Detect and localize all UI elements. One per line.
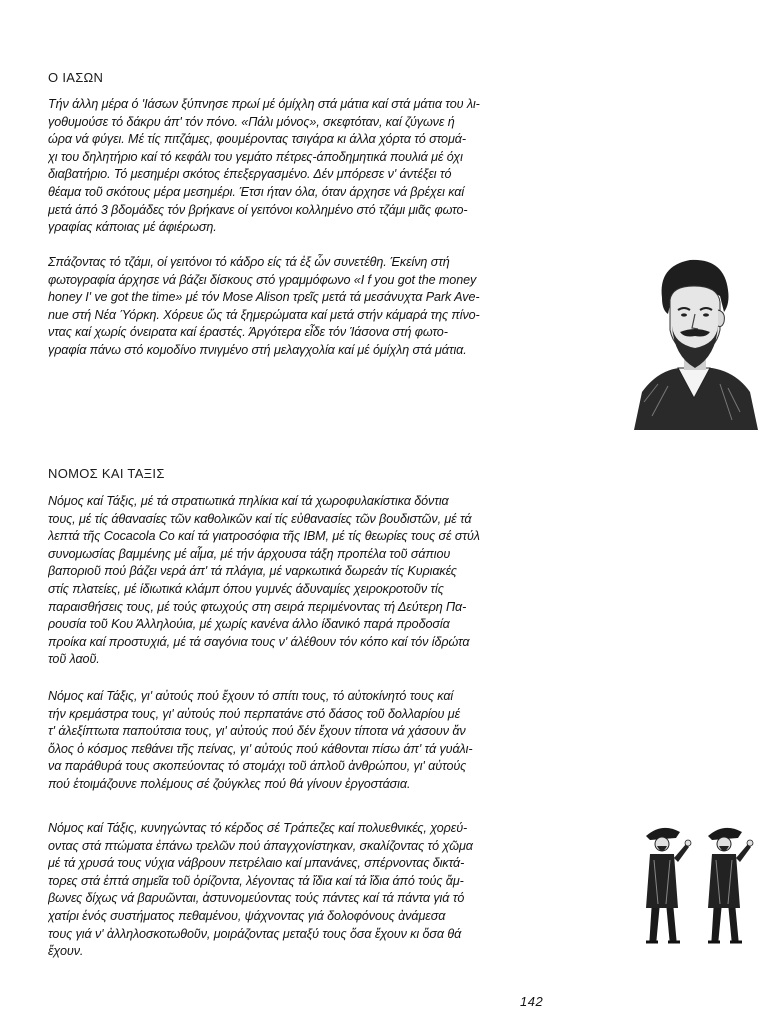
page-number: 142 <box>520 994 544 1009</box>
text-line: χατίρι ἑνός συστήματος πεθαμένου, ψάχνοντας γιά δολοφόνους ἀνάμεσα <box>48 908 446 923</box>
text-line: θέαμα τοῦ σκότους μέρα μεσημέρι. Έτσι ήταν όλα, όταν άρχησε νά βρέχει καί <box>48 184 465 199</box>
text-line: τήν κρεμάστρα τους, γι' αὐτούς πού περπατάνε στό δάσος τοῦ δολλαρίου μέ <box>48 706 461 721</box>
text-line: nue στή Νέα Ύόρκη. Χόρευε ὥς τά ξημερώματα καί μετά στήν κάμαρά της πίνο- <box>48 307 480 322</box>
bearded-man-portrait-illustration <box>628 252 760 430</box>
section-title-iason: Ο ΙΑΣΩΝ <box>48 70 104 85</box>
text-line: βαποριοῦ πού βάζει νερά άπ' τά πλάγια, μέ ναρκωτικά δωρεάν τίς Κυριακές <box>48 564 457 579</box>
section-title-nomos-kai-taxis: ΝΟΜΟΣ ΚΑΙ ΤΑΞΙΣ <box>48 466 165 481</box>
paragraph-iason-2 <box>48 254 628 360</box>
text-line: στίς πλατείες, μέ ίδιωτικά κλάμπ όπου γυμνές άδυναμίες χειροκροτοῦν τίς <box>48 581 444 596</box>
text-line: Τήν άλλη μέρα ό 'Ιάσων ξύπνησε πρωί μέ όμίχλη στά μάτια καί στά μάτια του λι- <box>48 97 480 111</box>
paragraph-nomos-3 <box>48 820 633 961</box>
text-line: τοῦ λαοῦ. <box>48 652 100 667</box>
marching-figures-illustration <box>640 820 760 950</box>
text-line: διαβατήριο. Τό μεσημέρι σκότος έπεξεργασμένο. Δέν μπόρεσε ν' άντέξει τό <box>48 167 452 182</box>
figure-right <box>708 828 753 942</box>
text-line: ἔχουν. <box>48 944 84 959</box>
text-line: τους γιά ν' ἀλληλοσκοτωθοῦν, μοιράζοντας μεταξύ τους ὅσα ἔχουν κι ὅσα θά <box>48 926 462 941</box>
text-line: μετά άπό 3 βδομάδες τόν βρήκανε οί γειτόνοι κολλημένο στό τζάμι μιᾶς φωτο- <box>48 202 468 217</box>
paragraph-nomos-1 <box>48 493 633 669</box>
text-line: ώρα νά φύγει. Μέ τίς πιτζάμες, φουμέροντας τσιγάρα κι άλλα χόρτα τό στομά- <box>48 132 466 147</box>
figure-left <box>646 828 691 942</box>
text-line: παραισθήσεις τους, μέ τούς φτωχούς στη σειρά περιμένοντας τή Δεύτερη Πα- <box>48 599 467 614</box>
text-line: Νόμος καί Τάξις, μέ τά στρατιωτικά πηλίκια καί τά χωροφυλακίστικα δόντια <box>48 494 449 508</box>
paragraph-iason-1 <box>48 96 628 237</box>
text-line: τ' άλεξίπτωτα παπούτσια τους, γι' αὐτούς πού δέν ἔχουν τίποτα νά χάσουν ἄν <box>48 724 466 739</box>
text-line: συνομωσίας βαμμένης μέ αἷμα, μέ τήν άρχουσα τάξη προπέλα τοῦ σάπιου <box>48 546 451 561</box>
text-line: γραφίας κάποιας μέ άφιέρωση. <box>48 220 217 235</box>
text-line: λεπτά τῆς Cocacola Co καί τά γιατροσόφια τῆς ΙΒΜ, μέ τίς θεωρίες τους σέ στύλ <box>48 529 480 544</box>
text-line: ρουσία τοῦ Κου Άλληλούια, μέ χωρίς κανένα άλλο ίδανικό παρά προδοσία <box>48 617 450 632</box>
text-line: Σπάζοντας τό τζάμι, οί γειτόνοι τό κάδρο είς τά ἐξ ὧν συνετέθη. Έκείνη στή <box>48 255 450 269</box>
text-line: Νόμος καί Τάξις, γι' αὐτούς πού ἔχουν τό σπίτι τους, τό αὐτοκίνητό τους καί <box>48 689 454 703</box>
text-line: γραφία πάνω στό κομοδίνο πνιγμένο στή μελαγχολία καί μέ όμίχλη στά μάτια. <box>48 342 467 357</box>
text-line: χι του δηλητήριο καί τό κεφάλι του γεμάτο πέτρες-άποδημητικά πουλιά μέ όχι <box>48 149 463 164</box>
text-line: τους, μέ τίς άθανασίες τῶν καθολικῶν καί τίς εὐθανασίες τῶν βουδιστῶν, μέ τά <box>48 511 472 526</box>
text-line: να παράθυρά τους σκοπεύοντας τό στομάχι τοῦ άπλοῦ ἀνθρώπου, γι' αὐτούς <box>48 759 467 774</box>
text-line: οντας στά πτώματα ἐπάνω τρελῶν πού άπαγχονίστηκαν, σκαλίζοντας τό χῶμα <box>48 838 473 853</box>
text-line: προίκα καί προστυχιά, μέ τά σαγόνια τους ν' άλέθουν τόν κόπο καί τόν ίδρώτα <box>48 634 470 649</box>
paragraph-nomos-2 <box>48 688 633 794</box>
text-line: ὅλος ὁ κόσμος πεθάνει τῆς πείνας, γι' αὐτούς πού κάθονται πίσω άπ' τά γυάλι- <box>48 741 473 756</box>
text-line: τορες στά ἑπτά σημεῖα τοῦ ὁρίζοντα, λέγοντας τά ἴδια καί τά ἴδια άπό τούς ἄμ- <box>48 873 464 888</box>
text-line: πού ἑτοιμάζουνε πολέμους σέ ζούγκλες πού θά γίνουν ἐργοστάσια. <box>48 776 411 791</box>
text-line: βωνες δίχως νά βαρυῶνται, ἀστυνομεύοντας τούς πάντες καί τά πάντα γιά τό <box>48 891 465 906</box>
text-line: φωτογραφία άρχησε νά βάζει δίσκους στό γραμμόφωνο «I f you got the money <box>48 272 477 287</box>
text-line: ντας καί χωρίς όνειρατα καί έραστές. Άργότερα εἶδε τόν Ίάσονα στή φωτο- <box>48 325 448 340</box>
text-line: Νόμος καί Τάξις, κυνηγώντας τό κέρδος σέ Τράπεζες καί πολυεθνικές, χορεύ- <box>48 821 468 835</box>
text-line: γοθυμούσε τό δάκρυ άπ' τόν πόνο. «Πάλι μόνος», σκεφτόταν, καί ζύγωνε ή <box>48 114 455 129</box>
text-line: μέ τά χρυσά τους νύχια νάβρουν πετρέλαιο καί μπανάνες, σπέρνοντας δικτά- <box>48 856 465 871</box>
text-line: honey I' ve got the time» μέ τόν Mose Alison τρεῖς μετά τά μεσάνυχτα Park Ave- <box>48 290 480 305</box>
